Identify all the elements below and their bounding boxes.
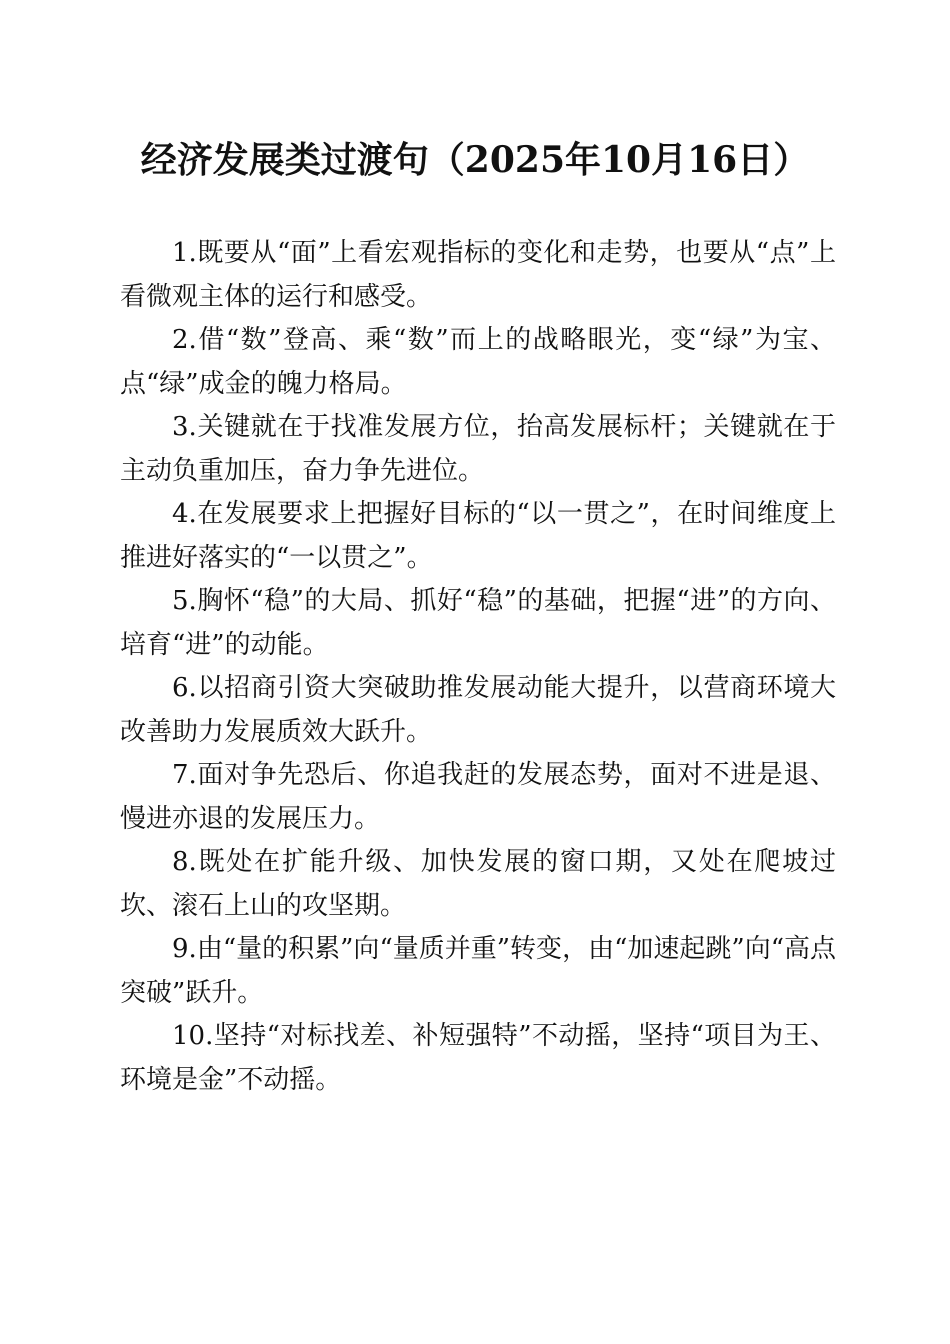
item-text: 在发展要求上把握好目标的“以一贯之”，在时间维度上推进好落实的“一以贯之”。 [120,499,836,573]
item-number: 10. [172,1021,214,1051]
item-text: 借“数”登高、乘“数”而上的战略眼光，变“绿”为宝、点“绿”成金的魄力格局。 [120,325,836,399]
list-item [120,928,836,1015]
list-item [120,580,836,667]
item-text: 以招商引资大突破助推发展动能大提升，以营商环境大改善助力发展质效大跃升。 [120,673,836,747]
item-number: 2. [172,325,197,355]
list-item [120,667,836,754]
item-number: 5. [172,586,197,616]
item-number: 3. [172,412,197,442]
item-number: 7. [172,760,197,790]
list-item [120,232,836,319]
item-number: 4. [172,499,197,529]
item-number: 1. [172,238,197,268]
list-item [120,1015,836,1102]
document-body [120,232,836,1102]
item-text: 既处在扩能升级、加快发展的窗口期，又处在爬坡过坎、滚石上山的攻坚期。 [120,847,836,921]
list-item [120,319,836,406]
item-text: 胸怀“稳”的大局、抓好“稳”的基础，把握“进”的方向、培育“进”的动能。 [120,586,836,660]
document-title: 经济发展类过渡句（2025年10月16日） [140,139,810,181]
item-text: 由“量的积累”向“量质并重”转变，由“加速起跳”向“高点突破”跃升。 [120,934,836,1008]
list-item [120,406,836,493]
item-text: 既要从“面”上看宏观指标的变化和走势，也要从“点”上看微观主体的运行和感受。 [120,238,836,312]
list-item [120,754,836,841]
item-text: 面对争先恐后、你追我赶的发展态势，面对不进是退、慢进亦退的发展压力。 [120,760,836,834]
item-number: 6. [172,673,197,703]
list-item [120,841,836,928]
item-text: 坚持“对标找差、补短强特”不动摇，坚持“项目为王、环境是金”不动摇。 [120,1021,836,1095]
item-number: 9. [172,934,197,964]
list-item [120,493,836,580]
item-text: 关键就在于找准发展方位，抬高发展标杆；关键就在于主动负重加压，奋力争先进位。 [120,412,836,486]
item-number: 8. [172,847,197,877]
